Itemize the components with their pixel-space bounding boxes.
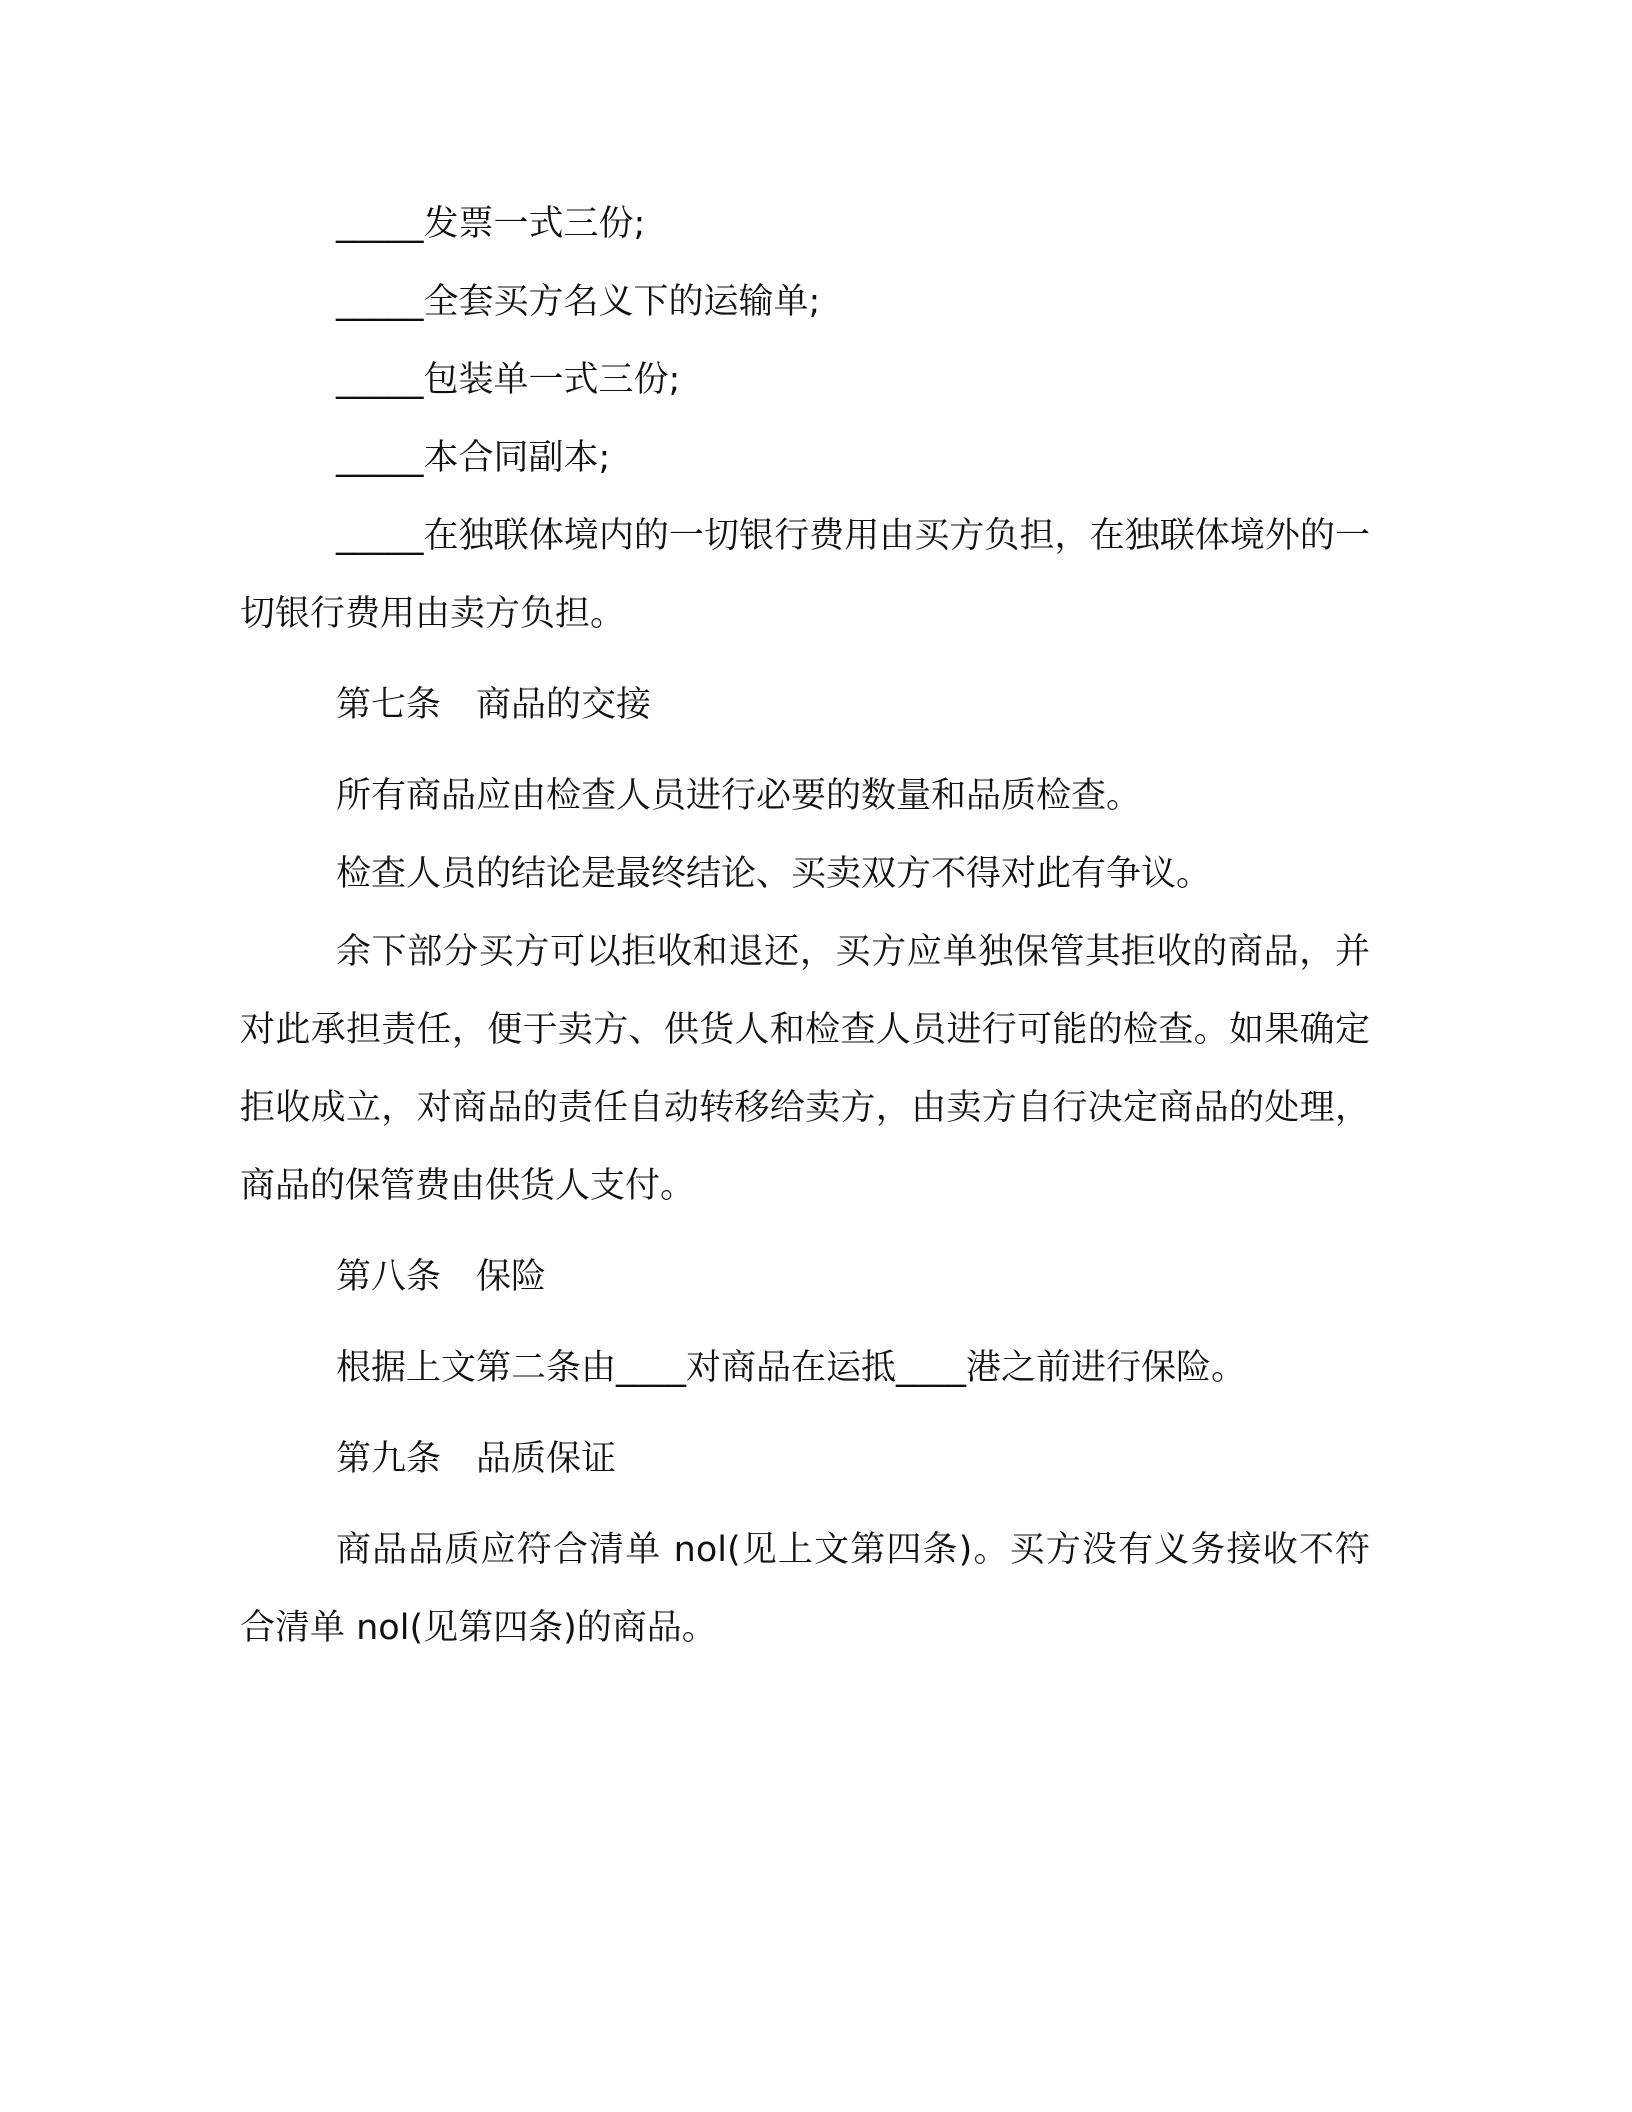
paragraph-inspection: 所有商品应由检查人员进行必要的数量和品质检查。 [336, 776, 1142, 816]
paragraph-contract-copy: _____本合同副本; [336, 438, 611, 478]
paragraph-rejection: 余下部分买方可以拒收和退还，买方应单独保管其拒收的商品，并对此承担责任，便于卖方、供货人和检查人员进行可能的检查。如果确定拒收成立，对商品的责任自动转移给卖方，由卖方自行决定商品的处理，商品的保管费由供货人支付。 [240, 932, 1370, 1206]
paragraph-transport-documents: _____全套买方名义下的运输单; [336, 282, 821, 322]
paragraph-insurance: 根据上文第二条由____对商品在运抵____港之前进行保险。 [336, 1348, 1247, 1388]
article-7-heading: 第七条 商品的交接 [336, 685, 652, 725]
paragraph-inspection-conclusion: 检查人员的结论是最终结论、买卖双方不得对此有争议。 [336, 854, 1212, 894]
article-9-heading: 第九条 品质保证 [336, 1439, 617, 1479]
paragraph-bank-charges: _____在独联体境内的一切银行费用由买方负担，在独联体境外的一切银行费用由卖方负担。 [240, 516, 1370, 634]
article-8-heading: 第八条 保险 [336, 1257, 547, 1297]
paragraph-packing-list: _____包装单一式三份; [336, 360, 681, 400]
document-body [240, 185, 1370, 1667]
paragraph-quality: 商品品质应符合清单 nol(见上文第四条)。买方没有义务接收不符合清单 nol(见第四条)的商品。 [240, 1530, 1370, 1648]
paragraph-invoice: _____发票一式三份; [336, 204, 646, 244]
